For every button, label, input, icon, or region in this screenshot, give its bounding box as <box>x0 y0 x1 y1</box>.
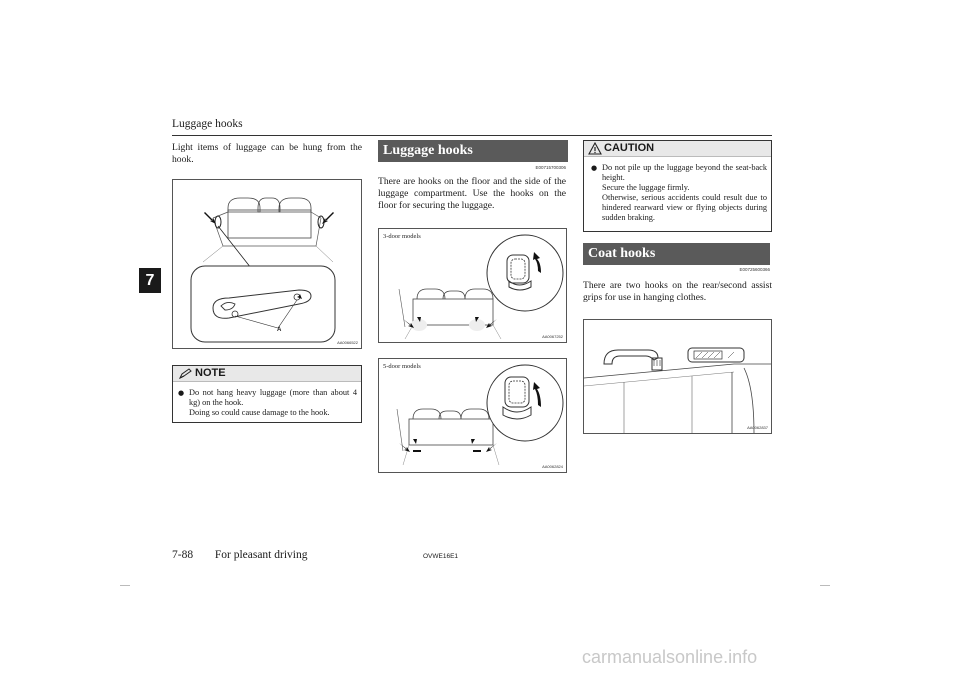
note-line: Do not hang heavy luggage (more than about 4 kg) on the hook. <box>189 388 357 407</box>
note-header <box>173 366 361 382</box>
bullet-icon: ● <box>178 389 185 397</box>
three-door-illustration <box>379 229 566 342</box>
section-code: E00715700306 <box>535 165 566 170</box>
crop-mark <box>820 585 830 586</box>
luggage-hook-figure <box>172 179 362 349</box>
caution-line: Otherwise, serious accidents could result due to hindered rearward view or flying objects during sudden braking. <box>602 193 767 222</box>
section-heading-luggage-hooks: Luggage hooks <box>378 140 568 162</box>
page-section-title: Luggage hooks <box>172 118 243 130</box>
caution-heading: CAUTION <box>604 142 655 154</box>
header-rule <box>172 135 772 136</box>
section-code: E00725600366 <box>739 267 770 272</box>
luggage-body-text: There are hooks on the floor and the side of the luggage compartment. Use the hooks on the floor for securing the luggage. <box>378 176 566 211</box>
figure-3-door <box>378 228 567 343</box>
figure-5-door <box>378 358 567 473</box>
figure-label: 5-door models <box>383 363 421 370</box>
coat-body-text: There are two hooks on the rear/second assist grips for use in hanging clothes. <box>583 280 772 303</box>
note-box <box>172 365 362 423</box>
coat-hook-figure <box>583 319 772 434</box>
note-item <box>177 388 357 418</box>
warning-triangle-icon <box>588 142 602 155</box>
bullet-icon: ● <box>591 164 598 172</box>
intro-text: Light items of luggage can be hung from the hook. <box>172 142 362 165</box>
section-heading-coat-hooks: Coat hooks <box>583 243 770 265</box>
figure-label: 3-door models <box>383 233 421 240</box>
caution-header <box>584 141 771 157</box>
crop-mark <box>120 585 130 586</box>
caution-box <box>583 140 772 232</box>
watermark: carmanualsonline.info <box>582 647 758 667</box>
figure-id: AA0067252 <box>542 334 563 339</box>
chapter-tab: 7 <box>139 268 161 293</box>
doc-code: OVWE16E1 <box>423 553 459 560</box>
callout-label: A <box>277 327 282 333</box>
footer-page-info <box>172 549 307 561</box>
note-pencil-icon <box>179 368 192 379</box>
seat-hook-illustration <box>173 180 361 348</box>
figure-id: AA0062824 <box>542 464 563 469</box>
page-number: 7-88 <box>172 549 194 561</box>
caution-line: Secure the luggage firmly. <box>602 183 690 192</box>
footer-section: For pleasant driving <box>214 549 308 561</box>
five-door-illustration <box>379 359 566 472</box>
assist-grip-illustration <box>584 320 771 433</box>
note-heading: NOTE <box>195 367 226 379</box>
caution-item <box>590 163 767 223</box>
note-line: Doing so could cause damage to the hook. <box>189 408 330 417</box>
caution-line: Do not pile up the luggage beyond the seat-back height. <box>602 163 767 182</box>
figure-id: AA0066522 <box>337 340 358 345</box>
figure-id: AA0062837 <box>747 425 768 430</box>
